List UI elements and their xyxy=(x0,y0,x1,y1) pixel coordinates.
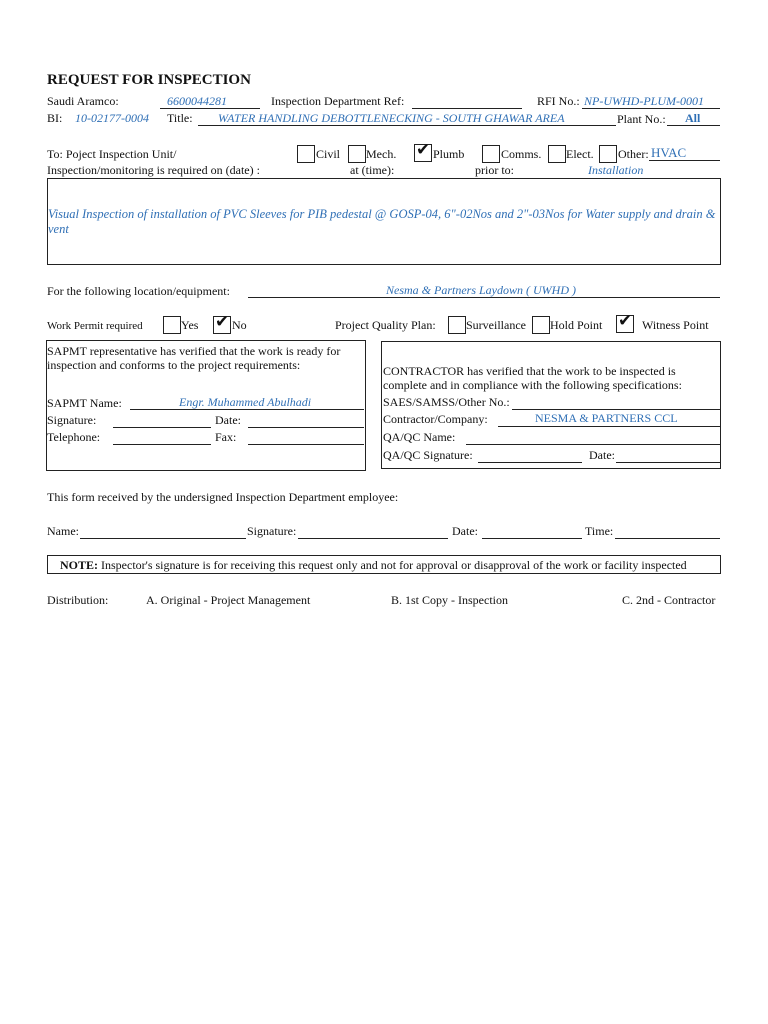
plant-no-value: All xyxy=(685,111,701,125)
note-text: Inspector's signature is for receiving this request only and not for approval or disapproval of the work or facility inspected xyxy=(101,558,687,572)
prior-to-value: Installation xyxy=(588,163,644,177)
receipt-signature-underline xyxy=(298,538,448,539)
plant-no-underline xyxy=(667,125,720,126)
sapmt-fax-label: Fax: xyxy=(215,430,237,444)
at-time-label: at (time): xyxy=(350,163,395,177)
to-label: To: Poject Inspection Unit/ xyxy=(47,147,177,161)
distribution-b: B. 1st Copy - Inspection xyxy=(391,593,508,607)
bi-label: BI: xyxy=(47,111,63,125)
saes-underline xyxy=(512,409,720,410)
saudi-aramco-value: 6600044281 xyxy=(167,94,227,108)
plumb-checkbox[interactable] xyxy=(414,140,432,162)
surveillance-checkbox[interactable] xyxy=(448,316,466,334)
surveillance-label: Surveillance xyxy=(466,318,526,332)
mech-checkbox[interactable] xyxy=(348,145,366,163)
permit-no-checkbox[interactable] xyxy=(213,312,231,334)
receipt-date-label: Date: xyxy=(452,524,478,538)
receipt-time-label: Time: xyxy=(585,524,614,538)
quality-plan-label: Project Quality Plan: xyxy=(335,318,436,332)
contractor-statement: CONTRACTOR has verified that the work to be inspected is complete and in compliance with the following specifications: xyxy=(383,364,682,393)
sapmt-telephone-underline xyxy=(113,444,211,445)
receipt-statement: This form received by the undersigned Inspection Department employee: xyxy=(47,490,399,504)
note-label: NOTE: xyxy=(60,558,99,572)
bi-value: 10-02177-0004 xyxy=(75,111,149,125)
receipt-name-label: Name: xyxy=(47,524,79,538)
permit-yes-checkbox[interactable] xyxy=(163,316,181,334)
sapmt-signature-label: Signature: xyxy=(47,413,97,427)
checkmark-icon: ✔ xyxy=(416,140,431,160)
plumb-label: Plumb xyxy=(433,147,465,161)
civil-label: Civil xyxy=(316,147,341,161)
elect-checkbox[interactable] xyxy=(548,145,566,163)
sapmt-name-label: SAPMT Name: xyxy=(47,396,122,410)
sapmt-telephone-label: Telephone: xyxy=(47,430,101,444)
title-value: WATER HANDLING DEBOTTLENECKING - SOUTH GHAWAR AREA xyxy=(218,111,565,125)
page-title: REQUEST FOR INSPECTION xyxy=(47,72,251,88)
work-permit-label: Work Permit required xyxy=(47,320,143,332)
witness-point-checkbox[interactable] xyxy=(616,311,634,333)
sapmt-name-value: Engr. Muhammed Abulhadi xyxy=(179,395,312,409)
note-line xyxy=(60,559,687,571)
sapmt-signature-underline xyxy=(113,427,211,428)
sapmt-date-underline xyxy=(248,427,364,428)
insp-dept-ref-label: Inspection Department Ref: xyxy=(271,94,405,108)
rfi-no-underline xyxy=(582,108,720,109)
description-box xyxy=(47,178,721,265)
contractor-date-label: Date: xyxy=(589,448,615,462)
rfi-no-value: NP-UWHD-PLUM-0001 xyxy=(584,94,704,108)
civil-checkbox[interactable] xyxy=(297,145,315,163)
sapmt-statement: SAPMT representative has verified that the work is ready for inspection and conforms to the project requirements: xyxy=(47,344,341,373)
comms-label: Comms. xyxy=(501,147,542,161)
required-on-label: Inspection/monitoring is required on (date) : xyxy=(47,163,260,177)
receipt-time-underline xyxy=(615,538,720,539)
rfi-no-label: RFI No.: xyxy=(537,94,580,108)
title-label: Title: xyxy=(167,111,193,125)
other-checkbox[interactable] xyxy=(599,145,617,163)
qaqc-signature-underline xyxy=(478,462,582,463)
other-label: Other: xyxy=(618,147,649,161)
prior-to-label: prior to: xyxy=(475,163,514,177)
qaqc-signature-label: QA/QC Signature: xyxy=(383,448,473,462)
receipt-date-underline xyxy=(482,538,582,539)
saudi-aramco-underline xyxy=(160,108,260,109)
receipt-signature-label: Signature: xyxy=(247,524,297,538)
title-underline xyxy=(198,125,616,126)
permit-no-label: No xyxy=(232,318,247,332)
sapmt-fax-underline xyxy=(248,444,364,445)
other-underline xyxy=(649,160,720,161)
distribution-label: Distribution: xyxy=(47,593,109,607)
hold-point-label: Hold Point xyxy=(550,318,603,332)
comms-checkbox[interactable] xyxy=(482,145,500,163)
location-underline xyxy=(248,297,720,298)
checkmark-icon: ✔ xyxy=(618,311,633,331)
plant-no-label: Plant No.: xyxy=(617,112,666,126)
distribution-a: A. Original - Project Management xyxy=(146,593,311,607)
company-label: Contractor/Company: xyxy=(383,412,488,426)
company-underline xyxy=(498,426,720,427)
sapmt-date-label: Date: xyxy=(215,413,241,427)
company-value: NESMA & PARTNERS CCL xyxy=(535,411,678,425)
other-value: HVAC xyxy=(651,145,687,160)
sapmt-name-underline xyxy=(130,409,364,410)
hold-point-checkbox[interactable] xyxy=(532,316,550,334)
qaqc-name-underline xyxy=(466,444,720,445)
elect-label: Elect. xyxy=(566,147,594,161)
contractor-date-underline xyxy=(616,462,720,463)
mech-label: Mech. xyxy=(366,147,397,161)
description-text: Visual Inspection of installation of PVC Sleeves for PIB pedestal @ GOSP-04, 6"-02Nos and 2"-03Nos for Water supply and drain & vent xyxy=(48,207,716,236)
note-box xyxy=(47,555,721,574)
receipt-name-underline xyxy=(80,538,246,539)
witness-point-label: Witness Point xyxy=(642,318,709,332)
checkmark-icon: ✔ xyxy=(215,312,230,332)
qaqc-name-label: QA/QC Name: xyxy=(383,430,456,444)
location-label: For the following location/equipment: xyxy=(47,284,230,298)
location-value: Nesma & Partners Laydown ( UWHD ) xyxy=(386,283,576,297)
distribution-c: C. 2nd - Contractor xyxy=(622,593,716,607)
insp-dept-ref-underline xyxy=(412,108,522,109)
saudi-aramco-label: Saudi Aramco: xyxy=(47,94,119,108)
permit-yes-label: Yes xyxy=(181,318,199,332)
saes-label: SAES/SAMSS/Other No.: xyxy=(383,395,510,409)
